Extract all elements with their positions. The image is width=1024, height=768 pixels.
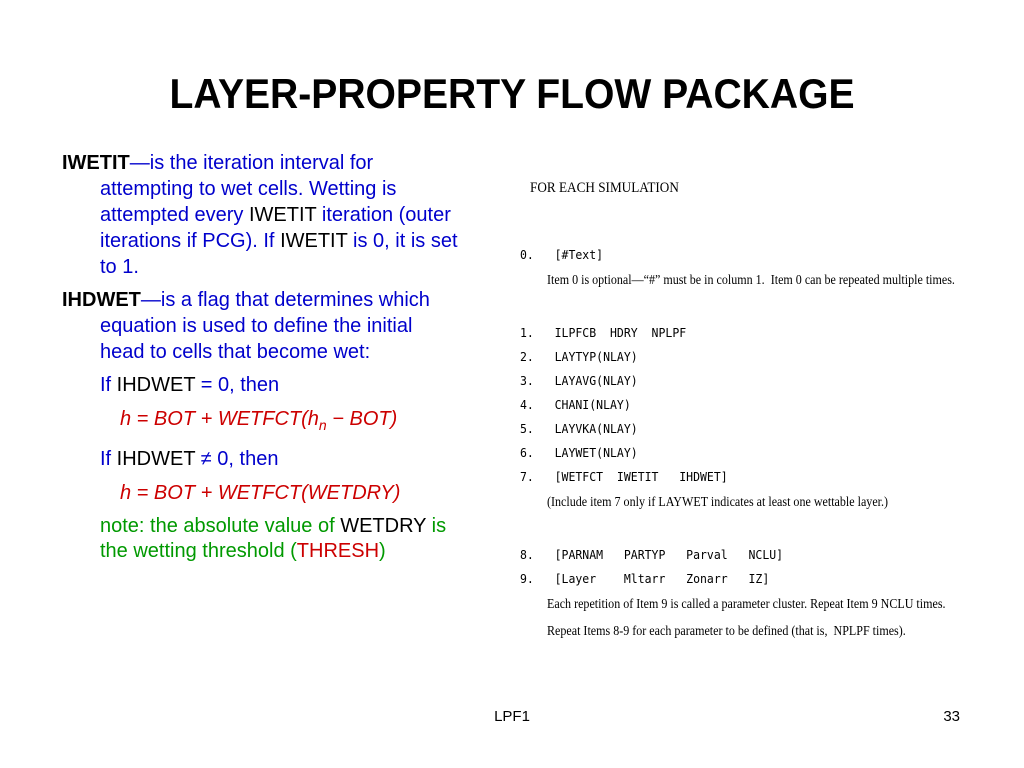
iwetit-var-1: IWETIT bbox=[248, 204, 317, 226]
case-1-var: IHDWET bbox=[116, 374, 196, 396]
equation-1-part-b: − BOT) bbox=[326, 408, 398, 430]
ihdwet-text: —is a flag that determines which equation is used to define the initial head to cells that become wet: bbox=[100, 289, 430, 363]
input-item-9-description-1: Each repetition of Item 9 is called a parameter cluster. Repeat Item 9 NCLU times. bbox=[547, 597, 946, 612]
equation-2 bbox=[62, 480, 462, 506]
footer-label: LPF1 bbox=[494, 708, 530, 725]
iwetit-definition bbox=[62, 150, 462, 280]
equation-1-part-a: h = BOT + WETFCT(h bbox=[120, 408, 319, 430]
page-number: 33 bbox=[943, 708, 960, 725]
note-var: WETDRY bbox=[340, 515, 427, 537]
case-2-if: If bbox=[100, 448, 117, 470]
case-1-if: If bbox=[100, 374, 117, 396]
input-item-5: 5. LAYVKA(NLAY) bbox=[520, 421, 638, 436]
ihdwet-definition bbox=[62, 287, 462, 365]
input-item-0-description: Item 0 is optional—“#” must be in column 1. Item 0 can be repeated multiple times. bbox=[547, 273, 955, 288]
note-thresh: THRESH bbox=[296, 540, 380, 562]
threshold-note bbox=[62, 514, 462, 564]
case-2-var: IHDWET bbox=[116, 448, 196, 470]
case-2-rest: ≠ 0, then bbox=[195, 448, 279, 470]
equation-2-text: h = BOT + WETFCT(WETDRY) bbox=[120, 482, 401, 504]
ihdwet-term: IHDWET bbox=[62, 289, 141, 311]
case-1 bbox=[62, 372, 462, 398]
equation-1 bbox=[62, 406, 462, 438]
equation-1-subscript: n bbox=[318, 417, 327, 433]
input-item-7-description: (Include item 7 only if LAYWET indicates at least one wettable layer.) bbox=[547, 495, 889, 510]
definitions-column bbox=[62, 150, 462, 564]
iwetit-text-3: is 0, it is set to 1. bbox=[100, 230, 458, 278]
note-text-3: ) bbox=[379, 540, 386, 562]
input-item-9-description-2: Repeat Items 8-9 for each parameter to be defined (that is, NPLPF times). bbox=[547, 624, 906, 639]
note-text-1: note: the absolute value of bbox=[100, 515, 341, 537]
note-text-2: is the wetting threshold ( bbox=[100, 515, 447, 562]
input-heading: FOR EACH SIMULATION bbox=[530, 180, 679, 196]
input-item-2: 2. LAYTYP(NLAY) bbox=[520, 349, 638, 364]
iwetit-var-2: IWETIT bbox=[280, 230, 348, 252]
case-1-rest: = 0, then bbox=[195, 374, 280, 396]
iwetit-text-2: iteration (outer iterations if PCG). If bbox=[100, 204, 451, 252]
input-item-7: 7. [WETFCT IWETIT IHDWET] bbox=[520, 469, 728, 484]
input-item-1: 1. ILPFCB HDRY NPLPF bbox=[520, 325, 687, 340]
input-item-6: 6. LAYWET(NLAY) bbox=[520, 445, 638, 460]
input-item-9: 9. [Layer Mltarr Zonarr IZ] bbox=[520, 571, 770, 586]
iwetit-text-1: —is the iteration interval for attempting to wet cells. Wetting is attempted every bbox=[100, 152, 397, 226]
input-item-0: 0. [#Text] bbox=[520, 247, 604, 262]
slide-title: LAYER-PROPERTY FLOW PACKAGE bbox=[169, 70, 855, 117]
input-item-3: 3. LAYAVG(NLAY) bbox=[520, 373, 638, 388]
input-item-4: 4. CHANI(NLAY) bbox=[520, 397, 631, 412]
iwetit-term: IWETIT bbox=[62, 152, 130, 174]
input-item-8: 8. [PARNAM PARTYP Parval NCLU] bbox=[520, 547, 784, 562]
case-2 bbox=[62, 446, 462, 472]
